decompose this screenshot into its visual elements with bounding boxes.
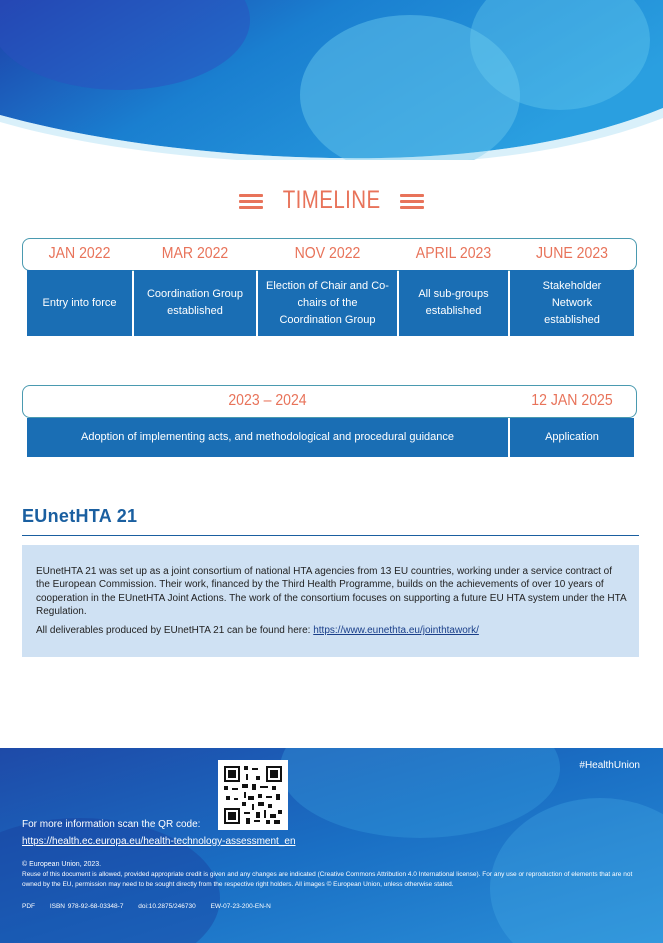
info-paragraph-links — [36, 624, 628, 637]
timeline-date: 2023 – 2024 — [228, 392, 307, 409]
timeline-title: TIMELINE — [282, 186, 381, 214]
doi: doi:10.2875/246730 — [138, 903, 196, 910]
timeline-event: Stakeholder Network established — [510, 270, 634, 336]
deliverables-text: All deliverables produced by EUnetHTA 21 can be found here: — [36, 625, 314, 636]
timeline-event: All sub-groups established — [399, 270, 508, 336]
timeline-date: MAR 2022 — [161, 245, 229, 262]
reuse-notice: Reuse of this document is allowed, provided appropriate credit is given and any changes are indicated (Creative Commons Attribution 4.0 International license). For any use or reproduction of elements that are not owned by the EU, permission may need to be sought directly from the respective right holders. All images © European Union, unless otherwise stated. — [22, 871, 633, 888]
hashtag: #HealthUnion — [579, 760, 640, 771]
copyright: © European Union, 2023. — [22, 861, 102, 868]
menu-lines-icon — [239, 191, 263, 211]
timeline-event: Application — [510, 418, 634, 457]
isbn: ISBN 978-92-68-03348-7 — [49, 903, 124, 910]
catalogue-number: EW-07-23-200-EN-N — [210, 903, 271, 910]
timeline-heading — [0, 186, 663, 215]
timeline-date: NOV 2022 — [294, 245, 361, 262]
timeline-event: Adoption of implementing acts, and methodological and procedural guidance — [27, 418, 508, 457]
timeline-event: Election of Chair and Co-chairs of the Coordination Group — [258, 270, 397, 336]
format-label: PDF — [22, 903, 35, 910]
timeline-event: Coordination Group established — [134, 270, 256, 336]
eunethta-link[interactable]: https://www.eunethta.eu/jointhtawork/ — [313, 625, 479, 636]
publication-info — [22, 903, 283, 910]
menu-lines-icon — [400, 191, 424, 211]
qr-code[interactable] — [218, 760, 288, 830]
qr-code-icon — [218, 760, 288, 830]
timeline-event: Entry into force — [27, 270, 132, 336]
timeline-date: APRIL 2023 — [415, 245, 492, 262]
timeline-date: JAN 2022 — [48, 245, 111, 262]
section-divider — [22, 535, 639, 536]
qr-label: For more information scan the QR code: — [22, 819, 201, 830]
section-title: EUnetHTA 21 — [22, 506, 138, 526]
timeline-date: 12 JAN 2025 — [531, 392, 613, 409]
info-paragraph: EUnetHTA 21 was set up as a joint consortium of national HTA agencies from 13 EU countries, working under a service contract of the European Commission. Their work, financed by the Third Health Programme, builds on the achievements of over 10 years of cooperation in the EUnetHTA Joint Actions. The work of the consortium focuses on supporting a future EU HTA system under the HTA Regulation. — [36, 566, 627, 618]
header-wave-graphic — [0, 0, 663, 160]
health-url-link[interactable]: https://health.ec.europa.eu/health-technology-assessment_en — [22, 836, 296, 847]
timeline-date: JUNE 2023 — [535, 245, 608, 262]
